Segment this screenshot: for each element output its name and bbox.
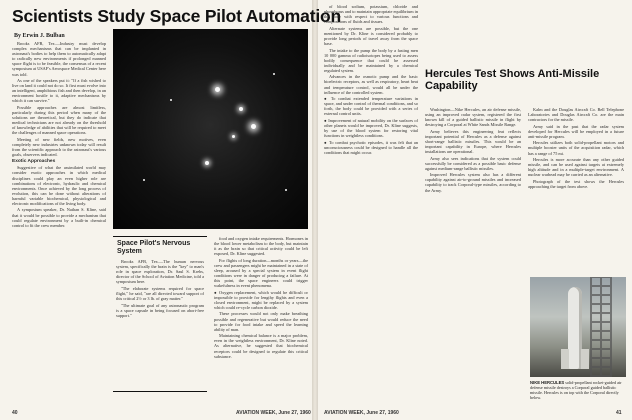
paragraph: These processes would not only make breathing possible and regenerative but would reduce the need to provide for food intake and speed the learning ability of man. bbox=[214, 311, 308, 332]
article-column-3 bbox=[214, 236, 308, 408]
paragraph: Washington—Nike Hercules, an air defense missile, using an improved radar system, registered the first known kill of a guided ballistic missile in flight by destroying a Corporal at White Sands Missile Range. bbox=[425, 107, 521, 128]
article-column-4 bbox=[324, 4, 418, 409]
paragraph: "The elaborate systems required for space flight," he said, "are all directed toward support of this critical 2½ or 3 lb. of gray matter." bbox=[116, 285, 204, 302]
folio-right bbox=[616, 410, 622, 416]
paragraph: Brooks AFB, Tex.—The human nervous system, specifically the brain is the "key" to man's role in space exploration, Dr. Saul S. Krebs, director of the School of Aviation Medicine, told a symposium here. bbox=[116, 259, 204, 285]
sidebar-box bbox=[113, 236, 207, 392]
paragraph: Kalm and the Douglas Aircraft Co. Bell Telephone Laboratories and Douglas Aircraft Co. are the main contractors for the missile. bbox=[528, 107, 624, 123]
folio-left-title: AVIATION WEEK, June 27, 1960 bbox=[236, 410, 311, 416]
paragraph: food and oxygen intake requirements. Hormones in the blood lower metabolism to the body, but maintain it as the brain so that critical activity could be left exposed, Dr. Kline suggested. bbox=[214, 236, 308, 257]
subheading: Exotic Approaches bbox=[12, 158, 56, 164]
star bbox=[239, 107, 243, 111]
missile-body bbox=[568, 287, 582, 369]
hercules-column-2 bbox=[528, 107, 624, 275]
bullet-paragraph: ● Oxygen replacement, which would be difficult or impossible to provide for lengthy flights and even a closed environment, might be replaced by a system which could re-cycle carbon dioxide. bbox=[214, 289, 308, 310]
paragraph: Army believes this engineering feat reflects important potential of Hercules as a defense against short-range ballistic missiles. This would be an important capability in Europe, where Hercules installations are operational. bbox=[425, 128, 521, 155]
missile-fin bbox=[581, 349, 589, 369]
star bbox=[232, 135, 235, 138]
hercules-headline: Hercules Test Shows Anti-Missile Capability bbox=[425, 68, 600, 92]
missile-fin bbox=[561, 349, 569, 369]
page-number-right: 41 bbox=[616, 410, 622, 416]
bullet-paragraph: ● To combat psychotic episodes, it was felt that an unconsciousness could be designed to handle all the conditions that might occur. bbox=[324, 139, 418, 155]
paragraph: Maintaining chemical balance is a major problem, even in the weightless environment, Dr. Kline noted. As alternative, he suggested that biochemical receptors could be designed to regulate this critical substance. bbox=[214, 333, 308, 359]
paragraph: Photograph of the test shows the Hercules approaching the target from above. bbox=[528, 178, 624, 189]
article-column-1 bbox=[12, 41, 106, 409]
paragraph: "The ultimate goal of any astronautic program is a space capsule in being focused on abort-free support." bbox=[116, 302, 204, 318]
paragraph: Meeting of new fields, new motives, even completely new industries unknown today will result from the scientific approach to the astronaut's various goals, observers indicated. bbox=[12, 136, 106, 158]
article-byline: By Erwin J. Bulban bbox=[14, 33, 65, 39]
bullet-paragraph: ● Improvement of natural mobility on the surfaces of other planets would be improved, Dr. Kline suggests, by use of the blood system for restoring vital functions in weightless conditions. bbox=[324, 117, 418, 139]
sidebar-body bbox=[116, 259, 204, 391]
caption-text: solid-propellant rocket-guided air defense missile destroys a Corporal guided ballistic missile. Hercules is on top with the Corporal directly below. bbox=[530, 380, 622, 400]
folio-left bbox=[12, 410, 18, 416]
caption-lead: NIKE HERCULES bbox=[530, 380, 565, 385]
photo-caption bbox=[530, 380, 626, 400]
paragraph: Army also sees indications that the system could successfully be considered as a possible basic defense against medium-range ballistic missiles. bbox=[425, 155, 521, 171]
paragraph: Improved Hercules system also has a different capability against air-to-ground missiles and increased capability to track Corporal-type missiles, according to the Army. bbox=[425, 172, 521, 193]
hercules-column-1 bbox=[425, 107, 521, 409]
paragraph: As one of the speakers put it: "If a fish wished to live on land it could not do so. It first must evolve into an intelligent, amphibious fish and then develop, in an environment hostile to it, adaptive mechanisms by which it can survive." bbox=[12, 78, 106, 104]
bullet-paragraph: ● To combat extended temperature variations in space, and under control of thermal conditions, and so forth, the body could be provided with a series of external control units. bbox=[324, 96, 418, 117]
paragraph: A symposium speaker, Dr. Nathan S. Kline, said that it would be possible to provide a mechanism that could regulate environment by a built-in chemical control to fit the crew member. bbox=[12, 207, 106, 228]
rocket-photo bbox=[530, 277, 626, 377]
star bbox=[170, 99, 172, 101]
star bbox=[215, 87, 220, 92]
paragraph: of blood sodium, potassium, chloride and phosphorus and to maintain appropriate equilibrium in the body with respect to various functions and compositions of fluids and tissues. bbox=[324, 4, 418, 25]
paragraph: Advances in the osmotic pump and the basic bioelectric receptors, as well as respiratory, heart beat and temperature control, would all be under the influence of the controlled system. bbox=[324, 74, 418, 95]
star bbox=[143, 179, 145, 181]
paragraph: Possible approaches are almost limitless, particularly during this period when many of the solutions are theoretical, but they do indicate that medical technicians are not already on the threshold of knowledge of abilities that will be required to meet the challenges of manned space operations. bbox=[12, 104, 106, 136]
paragraph: Alternate systems are possible, but the one mentioned by Dr. Kline is considered probably to provide long periods of travel away from the space base. bbox=[324, 25, 418, 47]
star bbox=[273, 73, 275, 75]
sidebar-title: Space Pilot's Nervous System bbox=[117, 240, 191, 255]
star-field-photo bbox=[113, 29, 308, 229]
paragraph: Army said in the past that the radar system developed for Hercules will be employed in a future anti-missile program. bbox=[528, 123, 624, 139]
paragraph: For flights of long duration—months or years—the crew and passengers might be maintained in a state of sleep, aroused by a special system in event flight conditions were in danger of producing a failure. At this point, the space engineers could trigger wakefulness in event phenomena. bbox=[214, 257, 308, 289]
paragraph: Hercules is more accurate than any other guided missile, and can be used against targets at extremely high altitude and in a multiple-target environment. A nuclear warhead may be carried as an alternative. bbox=[528, 157, 624, 178]
star bbox=[285, 189, 287, 191]
page-number-left: 40 bbox=[12, 410, 18, 416]
paragraph: Brooks AFB, Tex.—Industry must develop complex mechanisms that can be implanted in astronaut's bodies to help them to automatically adapt to radically new environments if prolonged manned space flight is to be feasible, the consensus of a recent symposium at USAF's Aerospace Medical Center here was told. bbox=[12, 41, 106, 77]
paragraph: Suggestive of what the assimilated world may consider exotic approaches in which medical disciplines could play an even higher role are combinations of electronic, hydraulic and chemical environments. Once achieved by the long process of evolution, this can be done without alterations of harmful variable biochemical, physiological and electronic modifications of the living body. bbox=[12, 165, 106, 206]
gantry-structure bbox=[590, 277, 612, 377]
paragraph: Hercules utilizes both solid-propellant motors and multiple booster units of the acquisition radar, which has a range of 75 mi. bbox=[528, 140, 624, 156]
paragraph: The intake to the pump the body by a fasting men 10 000 gamma of radioisotopes being used to assess bodily consequence that could be assessed individually and be maintained by a chemical regulated system. bbox=[324, 47, 418, 73]
folio-right-title: AVIATION WEEK, June 27, 1960 bbox=[324, 410, 399, 416]
article-headline: Scientists Study Space Pilot Automation bbox=[12, 6, 341, 26]
star bbox=[205, 161, 209, 165]
star bbox=[251, 124, 256, 129]
